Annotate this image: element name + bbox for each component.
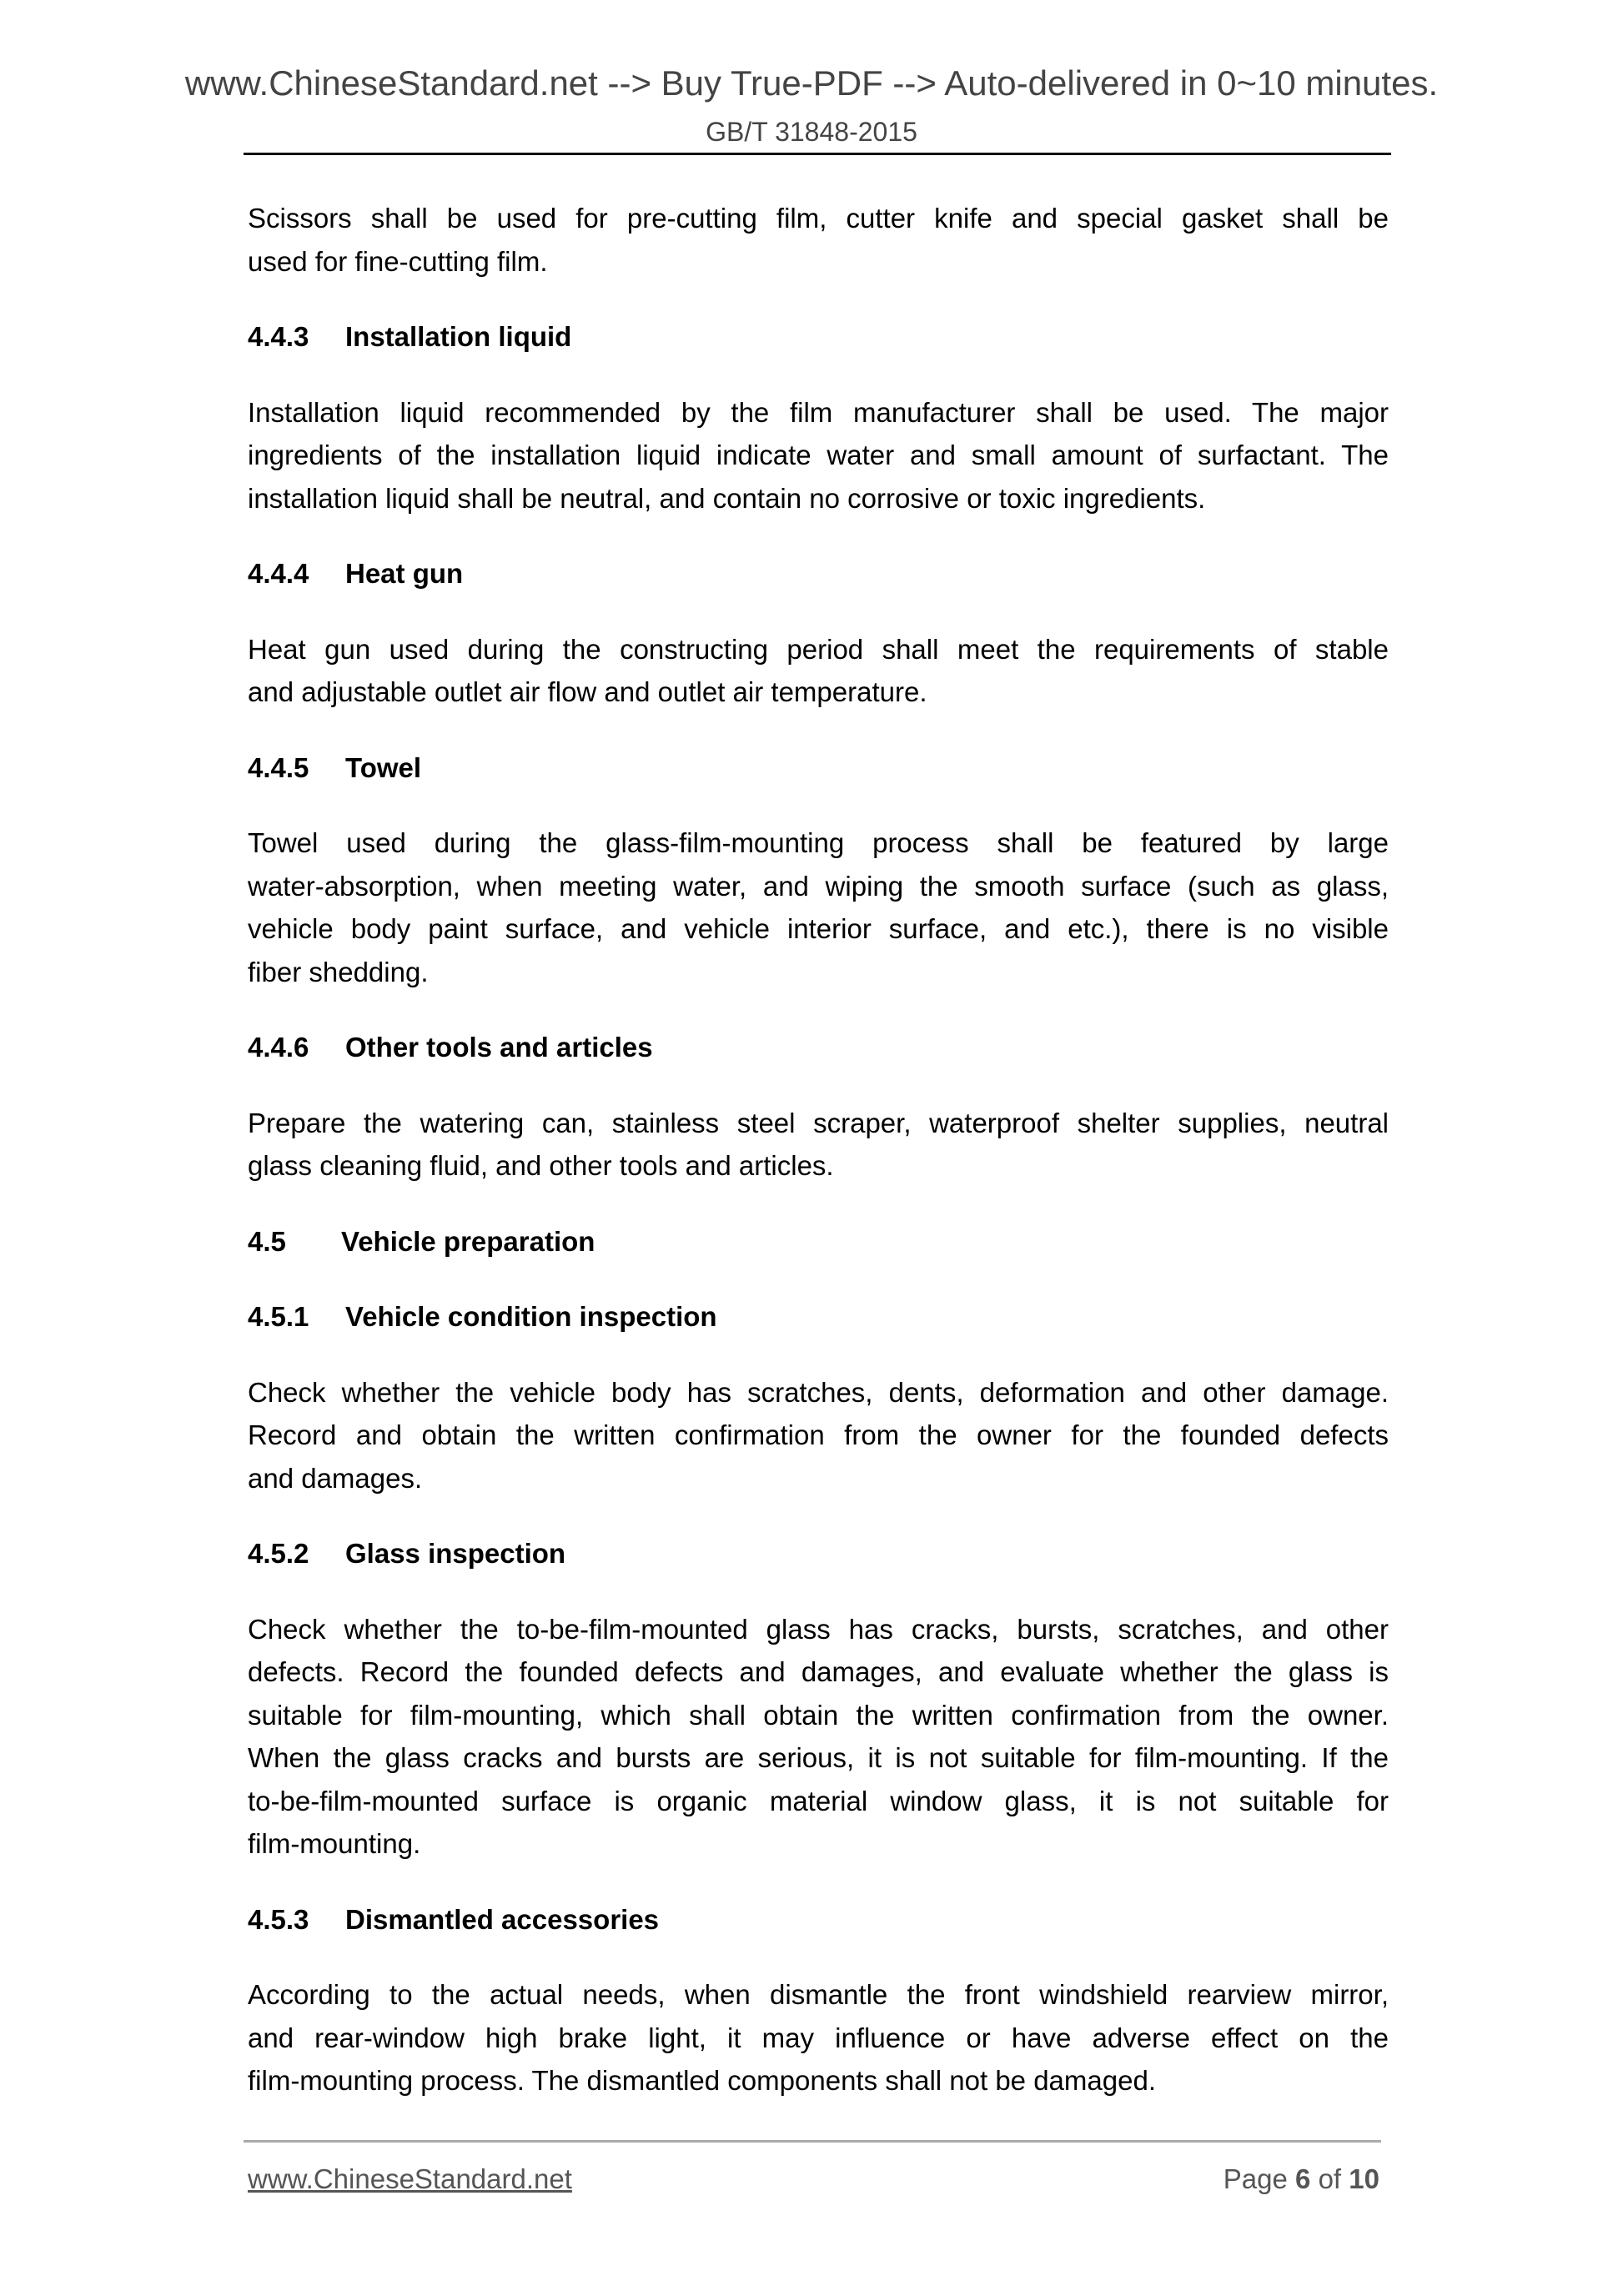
paragraph-line: vehicle body paint surface, and vehicle interior surface, and etc.), there is no visible [248,913,1389,944]
section-number: 4.5.3 [248,1903,309,1935]
page-current: 6 [1295,2163,1311,2194]
paragraph-line: According to the actual needs, when dismantle the front windshield rearview mirror, [248,1979,1389,2010]
standard-number: GB/T 31848-2015 [706,117,917,147]
section-number: 4.4.5 [248,751,309,783]
footer-website-link[interactable]: www.ChineseStandard.net [248,2163,572,2194]
paragraph-line: Check whether the to-be-film-mounted glass has cracks, bursts, scratches, and other [248,1613,1389,1645]
section-title: Other tools and articles [345,1032,653,1063]
paragraph-line: When the glass cracks and bursts are serious, it is not suitable for film-mounting. If the [248,1742,1389,1773]
paragraph-line: film-mounting process. The dismantled components shall not be damaged. [248,2065,1156,2096]
paragraph-line: Heat gun used during the constructing period shall meet the requirements of stable [248,633,1389,665]
paragraph-line: installation liquid shall be neutral, and contain no corrosive or toxic ingredients. [248,482,1206,514]
paragraph-line: Prepare the watering can, stainless steel scraper, waterproof shelter supplies, neutral [248,1107,1389,1138]
section-number: 4.5.1 [248,1301,309,1332]
paragraph [248,391,1389,520]
paragraph-line: and rear-window high brake light, it may influence or have adverse effect on the [248,2022,1389,2053]
paragraph-line: Check whether the vehicle body has scratches, dents, deformation and other damage. [248,1376,1389,1408]
section-title: Vehicle preparation [341,1225,595,1257]
heading-line [248,1295,1389,1339]
paragraph [248,1973,1389,2103]
paragraph-line: ingredients of the installation liquid indicate water and small amount of surfactant. The [248,440,1389,470]
heading-line [248,1898,1389,1942]
section-title: Dismantled accessories [345,1903,660,1935]
page-prefix: Page [1223,2163,1288,2194]
paragraph-line: and damages. [248,1462,423,1494]
paragraph-line: suitable for film-mounting, which shall obtain the written confirmation from the owner. [248,1699,1389,1731]
section-heading [248,1220,1389,1264]
heading-line [248,1220,1389,1264]
paragraph [248,628,1389,714]
section-number: 4.4.3 [248,321,309,352]
section-heading [248,746,1389,790]
paragraph-line: used for fine-cutting film. [248,245,548,277]
section-heading [248,1532,1389,1575]
paragraph-line: to-be-film-mounted surface is organic material window glass, it is not suitable for [248,1785,1389,1816]
section-heading [248,1026,1389,1069]
heading-line [248,552,1389,595]
page-of: of [1318,2163,1342,2194]
paragraph-line: Towel used during the glass-film-mounting process shall be featured by large [248,827,1389,858]
paragraph-line: Scissors shall be used for pre-cutting film, cutter knife and special gasket shall be [248,203,1389,234]
section-number: 4.4.4 [248,558,309,589]
section-heading [248,315,1389,359]
paragraph-line: and adjustable outlet air flow and outlet air temperature. [248,676,927,707]
section-heading [248,552,1389,595]
section-heading [248,1898,1389,1942]
section-heading [248,1295,1389,1339]
paragraph [248,1608,1389,1866]
paragraph-line: film-mounting. [248,1828,421,1859]
heading-line [248,315,1389,359]
section-number: 4.5 [248,1225,286,1257]
paragraph-line: Installation liquid recommended by the film manufacturer shall be used. The major [248,396,1389,428]
page-indicator [1224,2163,1379,2195]
paragraph [248,1102,1389,1188]
page-total: 10 [1349,2163,1379,2194]
document-body [248,197,1389,2135]
paragraph-line: water-absorption, when meeting water, and wiping the smooth surface (such as glass, [248,870,1389,902]
section-title: Heat gun [345,558,464,589]
paragraph-line: fiber shedding. [248,956,429,987]
paragraph [248,1371,1389,1500]
paragraph [248,197,1389,283]
heading-line [248,1026,1389,1069]
paragraph-line: glass cleaning fluid, and other tools and articles. [248,1150,834,1181]
heading-line [248,746,1389,790]
section-title: Glass inspection [345,1538,566,1569]
paragraph-line: defects. Record the founded defects and damages, and evaluate whether the glass is [248,1656,1389,1687]
header-divider [244,153,1391,155]
section-title: Towel [345,751,422,783]
section-title: Installation liquid [345,321,572,352]
paragraph-line: Record and obtain the written confirmation from the owner for the founded defects [248,1419,1389,1450]
section-title: Vehicle condition inspection [345,1301,717,1332]
section-number: 4.5.2 [248,1538,309,1569]
heading-line [248,1532,1389,1575]
header-banner: www.ChineseStandard.net --> Buy True-PDF --> Auto-delivered in 0~10 minutes. [184,63,1439,103]
section-number: 4.4.6 [248,1032,309,1063]
paragraph [248,821,1389,993]
footer-divider [244,2140,1381,2143]
